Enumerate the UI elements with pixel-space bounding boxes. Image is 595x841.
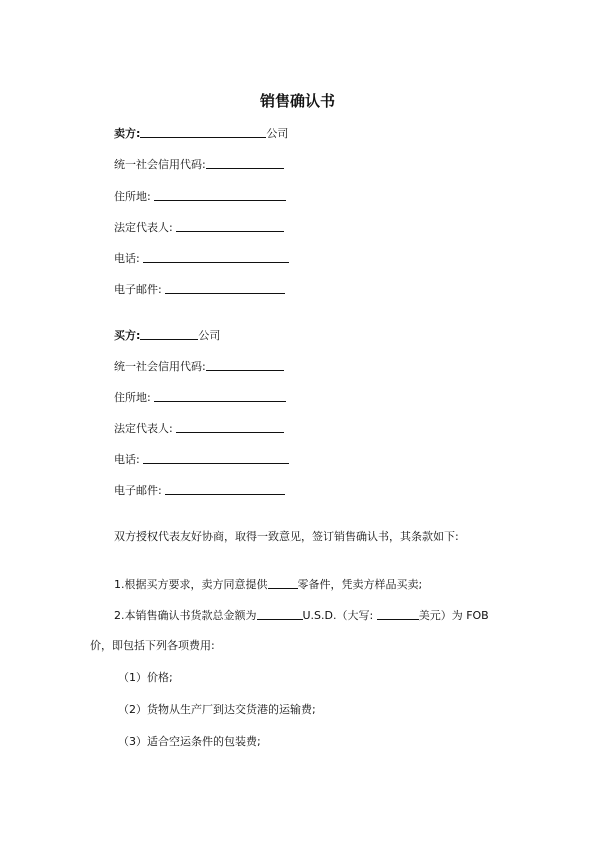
seller-representative-blank[interactable] — [176, 220, 284, 232]
buyer-credit-code-blank[interactable] — [206, 359, 284, 371]
seller-credit-code-label: 统一社会信用代码: — [114, 158, 206, 171]
seller-email-blank[interactable] — [165, 282, 285, 294]
buyer-name-blank[interactable] — [140, 328, 198, 340]
seller-label: 卖方: — [114, 127, 141, 140]
buyer-representative-label: 法定代表人: — [114, 422, 173, 435]
clause-1-prefix: 1.根据买方要求，卖方同意提供 — [114, 578, 268, 591]
seller-credit-code-line — [114, 157, 284, 172]
clause-2 — [114, 608, 489, 623]
seller-phone-line — [114, 251, 289, 266]
buyer-representative-blank[interactable] — [176, 421, 284, 433]
buyer-email-line — [114, 483, 285, 498]
buyer-name-line — [114, 328, 220, 343]
buyer-phone-blank[interactable] — [143, 452, 289, 464]
clause-2-suffix: 美元）为 FOB — [418, 609, 489, 622]
intro-paragraph: 双方授权代表友好协商，取得一致意见，签订销售确认书，其条款如下: — [114, 530, 459, 543]
clause-2-amount-blank[interactable] — [257, 608, 303, 620]
buyer-label: 买方: — [114, 329, 141, 342]
seller-email-label: 电子邮件: — [114, 283, 162, 296]
seller-representative-label: 法定代表人: — [114, 221, 173, 234]
buyer-address-line — [114, 390, 286, 405]
seller-phone-label: 电话: — [114, 252, 140, 265]
list-item: （1）价格; — [118, 671, 173, 684]
clause-2-prefix: 2.本销售确认书货款总金额为 — [114, 609, 257, 622]
clause-2-amount-words-blank[interactable] — [377, 608, 419, 620]
document-title: 销售确认书 — [259, 92, 335, 110]
clause-1-suffix: 零备件，凭卖方样品买卖; — [297, 578, 423, 591]
seller-email-line — [114, 282, 285, 297]
clause-1 — [114, 577, 422, 592]
buyer-credit-code-label: 统一社会信用代码: — [114, 360, 206, 373]
seller-representative-line — [114, 220, 284, 235]
buyer-phone-label: 电话: — [114, 453, 140, 466]
clause-2-continuation: 价，即包括下列各项费用: — [90, 639, 215, 652]
buyer-email-label: 电子邮件: — [114, 484, 162, 497]
buyer-address-blank[interactable] — [154, 390, 286, 402]
buyer-email-blank[interactable] — [165, 483, 285, 495]
buyer-company-suffix: 公司 — [198, 329, 221, 342]
list-item: （3）适合空运条件的包装费; — [118, 735, 261, 748]
seller-address-blank[interactable] — [154, 189, 286, 201]
seller-phone-blank[interactable] — [143, 251, 289, 263]
seller-address-label: 住所地: — [114, 190, 151, 203]
clause-2-middle: U.S.D.（大写: — [302, 609, 374, 622]
seller-company-suffix: 公司 — [266, 127, 289, 140]
list-item: （2）货物从生产厂到达交货港的运输费; — [118, 703, 316, 716]
buyer-credit-code-line — [114, 359, 284, 374]
buyer-phone-line — [114, 452, 289, 467]
seller-address-line — [114, 189, 286, 204]
seller-credit-code-blank[interactable] — [206, 157, 284, 169]
clause-1-quantity-blank[interactable] — [268, 577, 298, 589]
buyer-address-label: 住所地: — [114, 391, 151, 404]
seller-name-blank[interactable] — [140, 126, 266, 138]
seller-name-line — [114, 126, 288, 141]
buyer-representative-line — [114, 421, 284, 436]
